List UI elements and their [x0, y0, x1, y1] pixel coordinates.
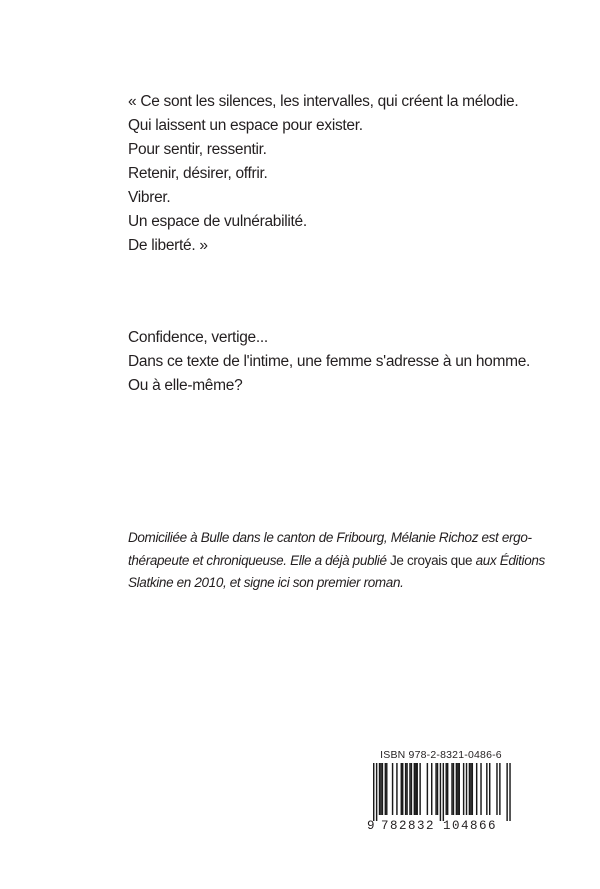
barcode-bar [419, 763, 420, 815]
barcode-bar [405, 763, 406, 815]
barcode-bar [435, 763, 436, 815]
barcode-bars [367, 763, 515, 823]
ean-digits [367, 819, 515, 833]
back-cover-blurb [128, 326, 530, 398]
barcode-bar [440, 763, 441, 821]
bio-text: aux Éditions [472, 552, 545, 568]
barcode-bar [480, 763, 481, 815]
barcode-bar [437, 763, 438, 815]
barcode-bar [406, 763, 407, 815]
barcode-bar [446, 763, 447, 815]
barcode-bar [486, 763, 487, 815]
barcode-bar [499, 763, 500, 815]
barcode-bar [427, 763, 428, 815]
barcode-bar [396, 763, 397, 815]
blurb-line: Ou à elle-même? [128, 377, 243, 394]
ean-group-left: 782832 [381, 819, 436, 833]
barcode-bar [447, 763, 448, 815]
barcode-bar [453, 763, 454, 815]
bio-text: thérapeute et chroniqueuse. Elle a déjà publié [128, 552, 391, 568]
barcode-bar [382, 763, 383, 815]
quote-line: Vibrer. [128, 189, 171, 206]
bio-line [128, 550, 548, 573]
blurb-line: Confidence, vertige... [128, 329, 268, 346]
barcode-bar [472, 763, 473, 815]
ean-lead-digit: 9 [367, 819, 375, 833]
quote-line: Qui laissent un espace pour exister. [128, 117, 363, 134]
barcode-bar [373, 763, 374, 821]
quote-line: Pour sentir, ressentir. [128, 141, 267, 158]
quote-line: Retenir, désirer, offrir. [128, 165, 268, 182]
barcode-bar [457, 763, 458, 815]
isbn-label: ISBN 978-2-8321-0486-6 [380, 749, 502, 761]
ean-group-right: 104866 [443, 819, 498, 833]
barcode-bar [385, 763, 386, 815]
book-title: Je croyais que [390, 552, 473, 568]
bio-line: Slatkine en 2010, et signe ici son premier roman. [128, 575, 404, 590]
barcode-bar [380, 763, 381, 815]
barcode-bar [456, 763, 457, 815]
barcode-bar [411, 763, 412, 815]
barcode-bar [386, 763, 387, 815]
quote-line: Un espace de vulnérabilité. [128, 213, 307, 230]
barcode-bar [466, 763, 467, 815]
barcode-bar [376, 763, 377, 821]
barcode-bar [506, 763, 507, 821]
barcode-bar [459, 763, 460, 815]
barcode-bar [417, 763, 418, 815]
barcode-bar [476, 763, 477, 815]
barcode-bar [402, 763, 403, 815]
author-bio [128, 527, 548, 595]
barcode-bar [431, 763, 432, 815]
barcode-bar [469, 763, 470, 815]
barcode-bar [509, 763, 510, 821]
barcode-bar [463, 763, 464, 815]
barcode-bar [496, 763, 497, 815]
blurb-line: Dans ce texte de l'intime, une femme s'adresse à un homme. [128, 353, 531, 370]
barcode-bar [489, 763, 490, 815]
barcode-bar [401, 763, 402, 815]
barcode-bar [415, 763, 416, 815]
barcode-bar [414, 763, 415, 815]
barcode-bar [379, 763, 380, 815]
quote-line: De liberté. » [128, 237, 208, 254]
barcode-bar [392, 763, 393, 815]
bio-line: Domiciliée à Bulle dans le canton de Fribourg, Mélanie Richoz est ergo- [128, 530, 532, 545]
barcode-bar [409, 763, 410, 815]
back-cover-quote [128, 90, 518, 258]
quote-line: « Ce sont les silences, les intervalles, qui créent la mélodie. [128, 93, 519, 110]
barcode-bar [470, 763, 471, 815]
barcode-bar [451, 763, 452, 815]
isbn-barcode [367, 749, 515, 833]
barcode-bar [443, 763, 444, 821]
